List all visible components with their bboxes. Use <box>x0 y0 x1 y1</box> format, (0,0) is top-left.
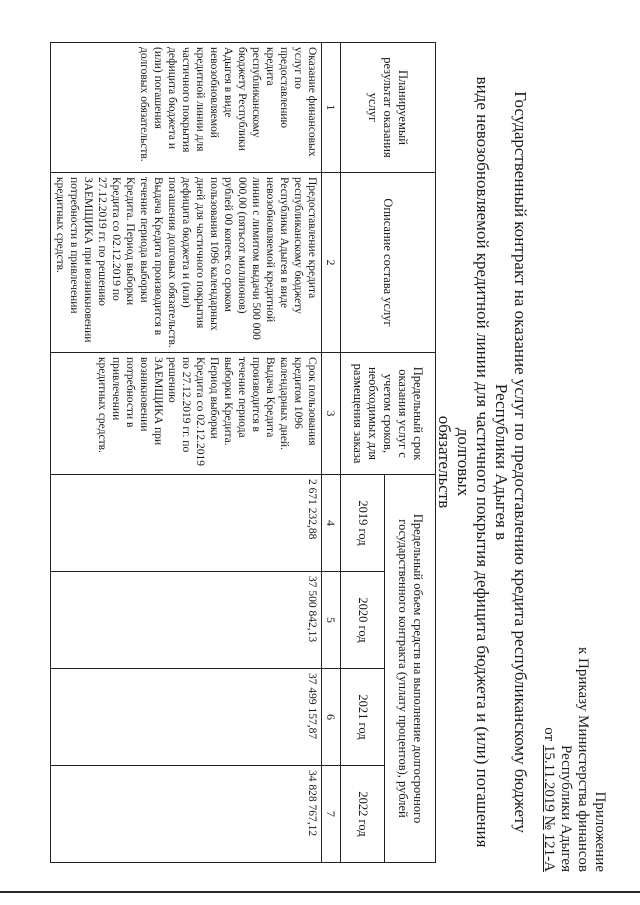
column-number: 1 <box>322 43 341 173</box>
document-title <box>435 72 530 852</box>
header-volume: Предельный объем средств на выполнение долгосрочного государственного контракта (уплату процентов), рублей <box>385 475 436 863</box>
header-year-2021: 2021 год <box>341 669 385 766</box>
date-prefix: от <box>541 727 557 742</box>
title-line-3: обязательств <box>435 415 454 509</box>
value-2022: 34 828 767,12 <box>51 766 322 863</box>
title-line-2: виде невозобновляемой кредитной линии для частичного покрытия дефицита бюджета и (или) погашения долговых <box>454 76 492 848</box>
column-number: 5 <box>322 572 341 669</box>
column-number-row <box>322 43 341 863</box>
value-2021: 37 499 157,87 <box>51 669 322 766</box>
appendix-label: Приложение <box>592 791 608 872</box>
appendix-republic-line: Республики Адыгея <box>558 744 574 872</box>
header-row <box>385 43 436 863</box>
value-2019: 2 671 232,88 <box>51 475 322 572</box>
order-date: 15.11.2019 <box>541 744 557 812</box>
column-number: 3 <box>322 353 341 475</box>
header-result: Планируемый результат оказания услуг <box>341 43 436 173</box>
appendix-date-line <box>540 647 557 872</box>
value-2020: 37 500 842,13 <box>51 572 322 669</box>
header-description: Описание состава услуг <box>341 173 436 353</box>
order-number: 121-А <box>541 833 557 872</box>
header-year-2019: 2019 год <box>341 475 385 572</box>
header-year-2020: 2020 год <box>341 572 385 669</box>
header-term: Предельный срок оказания услуг с учетом сроков, необходимых для размещения заказа <box>341 353 436 475</box>
rotated-page <box>12 12 612 892</box>
column-number: 7 <box>322 766 341 863</box>
appendix-order-line: к Приказу Министерства финансов <box>575 647 591 872</box>
title-line-1: Государственный контракт на оказание услуг по предоставлению кредита республиканскому бюджету Республики Адыгея в <box>492 91 530 833</box>
description-cell: Предоставление кредита республиканскому бюджету Республики Адыгея в виде невозобновляемой кредитной линии с лимитом выдачи 500 000 000,00 (пятьсот миллионов) рублей 00 копеек со сроком пользования 1096 календарных дней для частичного покрытия дефицита бюджета и (или) погашения долговых обязательств. Выдача Кредита производится в течение периода выборки Кредита. Период выборки Кредита со 02.12.2019 по 27.12.2019 гг. по решению ЗАЕМЩИКА при возникновении потребности в привлечении кредитных средств. <box>51 173 322 353</box>
result-cell: Оказание финансовых услуг по предоставлению кредита республиканскому бюджету Республики Адыгея в виде невозобновляемой кредитной линии для частичного покрытия дефицита бюджета и (или) погашения долговых обязательств. <box>51 43 322 173</box>
column-number: 2 <box>322 173 341 353</box>
term-cell: Срок пользования кредитом 1096 календарных дней. Выдача Кредита производится в течение периода выборки Кредита. Период выборки Кредита со 02.12.2019 по 27.12.2019 гг. по решению ЗАЕМЩИКА при возникновении потребности в привлечении кредитных средств. <box>51 353 322 475</box>
appendix-header <box>540 647 608 872</box>
number-prefix: № <box>541 815 557 830</box>
table-row <box>51 43 322 863</box>
header-year-2022: 2022 год <box>341 766 385 863</box>
column-number: 6 <box>322 669 341 766</box>
contract-table <box>50 42 436 863</box>
column-number: 4 <box>322 475 341 572</box>
